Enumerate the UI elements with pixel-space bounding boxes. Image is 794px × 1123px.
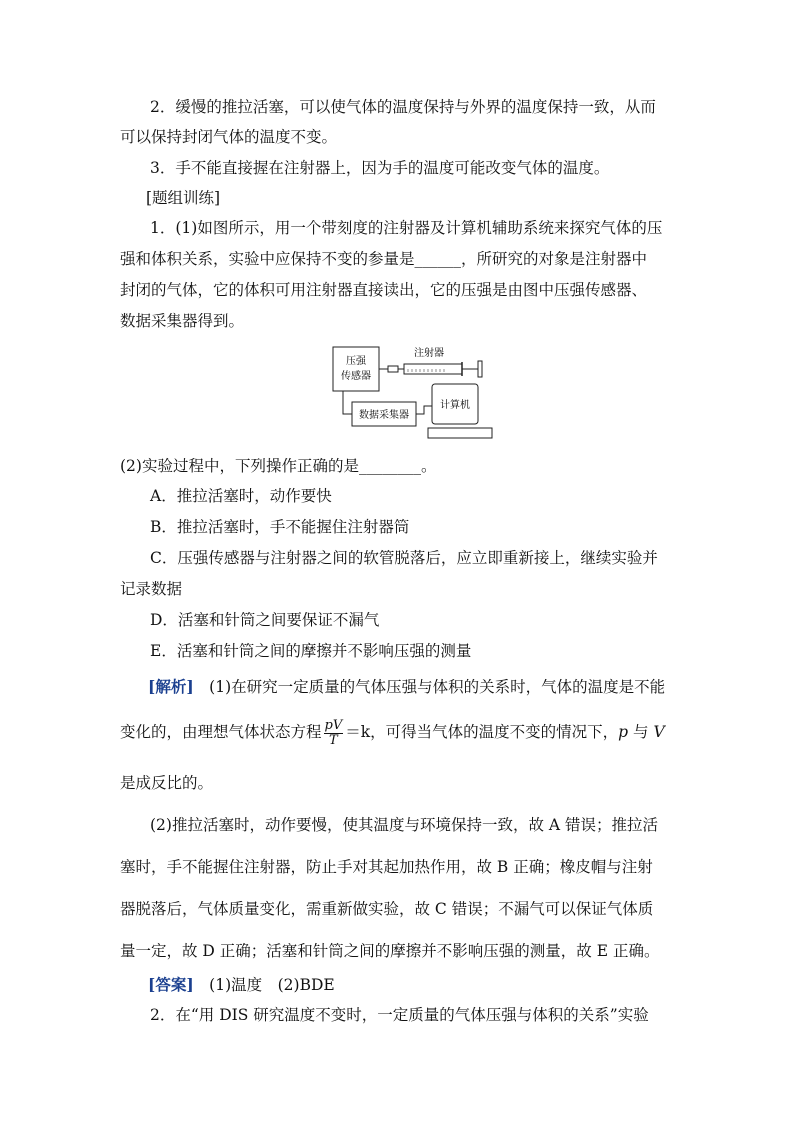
analysis-line-2	[120, 714, 680, 750]
problem-1-line-4: 数据采集器得到。	[120, 312, 245, 330]
problem-1-line-1: 1．(1)如图所示，用一个带刻度的注射器及计算机辅助系统来探究气体的压	[150, 219, 663, 237]
analysis-part-2-line-1: (2)推拉活塞时，动作要慢，使其温度与环境保持一致，故 A 错误；推拉活	[150, 816, 659, 834]
problem-1-line-3: 封闭的气体，它的体积可用注射器直接读出，它的压强是由图中压强传感器、	[120, 281, 648, 299]
analysis-and: 与	[628, 723, 654, 741]
syringe-plunger[interactable]	[478, 361, 482, 377]
option-c-line-2: 记录数据	[120, 580, 183, 598]
computer-label: 计算机	[440, 400, 470, 411]
computer-base	[428, 428, 492, 438]
option-e: E．活塞和针筒之间的摩擦并不影响压强的测量	[150, 642, 472, 660]
syringe-barrel	[404, 364, 462, 374]
analysis-line-1	[148, 677, 708, 697]
problem-1-line-2: 强和体积关系，实验中应保持不变的参量是______，所研究的对象是注射器中	[120, 250, 648, 268]
option-a: A．推拉活塞时，动作要快	[150, 487, 332, 505]
analysis-line-3: 是成反比的。	[120, 774, 214, 792]
analysis-part-2-line-2: 塞时，手不能握住注射器，防止手对其起加热作用，故 B 正确；橡皮帽与注射	[120, 858, 653, 876]
analysis-part-2-line-4: 量一定，故 D 正确；活塞和针筒之间的摩擦并不影响压强的测量，故 E 正确。	[120, 942, 660, 960]
gas-law-fraction	[324, 719, 344, 748]
pressure-sensor-label-1: 压强	[346, 356, 366, 367]
note-3: 3．手不能直接握在注射器上，因为手的温度可能改变气体的温度。	[150, 159, 610, 177]
pressure-sensor-box	[333, 347, 379, 391]
data-collector-label: 数据采集器	[359, 410, 409, 421]
hose-connector	[388, 366, 398, 372]
option-b: B．推拉活塞时，手不能握住注射器筒	[150, 518, 410, 536]
variable-v: V	[653, 723, 665, 741]
option-d: D．活塞和针筒之间要保证不漏气	[150, 611, 380, 629]
syringe-label: 注射器	[414, 348, 444, 359]
note-2-line-2: 可以保持封闭气体的温度不变。	[120, 128, 338, 146]
apparatus-diagram	[328, 342, 496, 440]
note-2-line-1: 2．缓慢的推拉活塞，可以使气体的温度保持与外界的温度保持一致，从而	[150, 98, 656, 116]
section-heading: [题组训练]	[146, 189, 221, 207]
fraction-denominator: T	[329, 732, 338, 748]
analysis-text-1: (1)在研究一定质量的气体压强与体积的关系时，气体的温度是不能	[193, 678, 666, 696]
analysis-text-2-mid: ＝k，可得当气体的温度不变的情况下，	[345, 723, 619, 741]
analysis-text-2-pre: 变化的，由理想气体状态方程	[120, 723, 322, 741]
problem-1-part-2: (2)实验过程中，下列操作正确的是________。	[120, 457, 437, 475]
option-c-line-1: C．压强传感器与注射器之间的软管脱落后，应立即重新接上，继续实验并	[150, 549, 658, 567]
pressure-sensor-label-2: 传感器	[341, 371, 371, 382]
problem-2-line-1: 2．在“用 DIS 研究温度不变时，一定质量的气体压强与体积的关系”实验	[150, 1006, 649, 1024]
answer-text: (1)温度 (2)BDE	[193, 976, 335, 994]
answer-line	[148, 975, 708, 995]
fraction-numerator: pV	[324, 717, 343, 733]
variable-p: p	[618, 723, 629, 741]
answer-tag: [答案]	[148, 975, 194, 994]
analysis-tag: [解析]	[148, 677, 194, 696]
analysis-part-2-line-3: 器脱落后，气体质量变化，需重新做实验，故 C 错误；不漏气可以保证气体质	[120, 900, 654, 918]
